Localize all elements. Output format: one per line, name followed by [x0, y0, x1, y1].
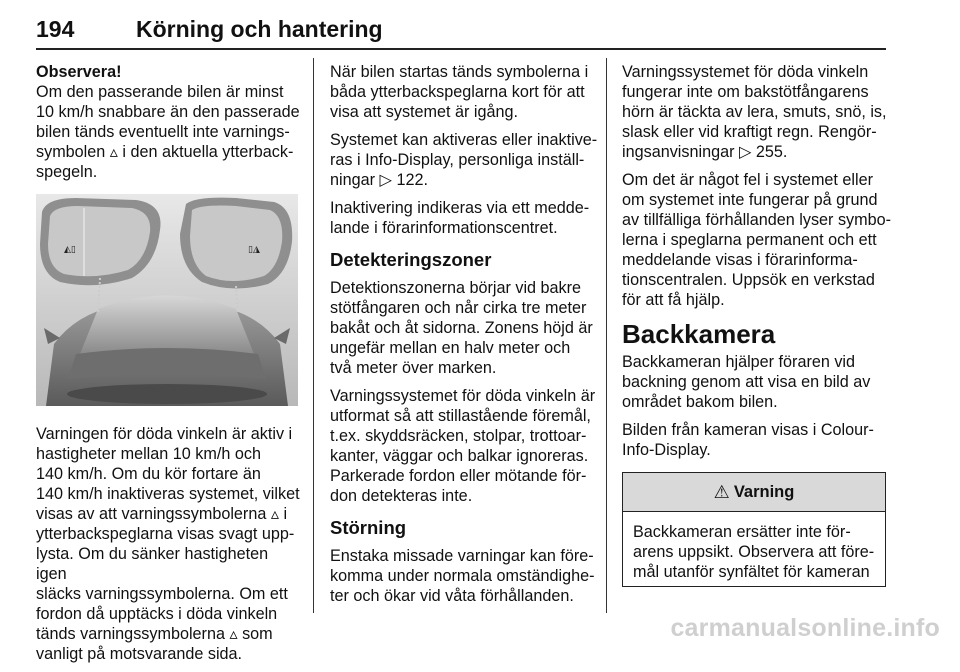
- heading-fault: Störning: [330, 517, 407, 538]
- heading-detection-zones: Detekteringszoner: [330, 249, 492, 270]
- car-mirror-blind-spot-illustration: [36, 194, 298, 406]
- watermark: carmanualsonline.info: [670, 614, 940, 642]
- chapter-title: Körning och hantering: [136, 16, 383, 42]
- paragraph-missed-warnings: Enstaka missade varningar kan före- komma under normala omständighe- ter och ökar vid våta förhållanden.: [330, 547, 595, 605]
- paragraph-speed-range: Varningen för döda vinkeln är aktiv i hastigheter mellan 10 km/h och 140 km/h. Om du kör fortare än 140 km/h inaktiveras systemet, vilket visas av att varningssymbolerna ▵ i ytterbackspeglarna visas svagt upp- lysta. Om du sänker hastigheten igen släcks varningssymbolerna. Om ett fordon då upptäcks i döda vinkeln tänds varningssymbolerna ▵ som vanligt på motsvarande sida.: [36, 425, 300, 663]
- column-2: [330, 62, 600, 614]
- paragraph-deactivation: Inaktivering indikeras via ett medde- lande i förarinformationscentret.: [330, 199, 590, 237]
- column-3: [622, 62, 892, 587]
- paragraph-camera-intro: Backkameran hjälper föraren vid backning genom att visa en bild av området bakom bilen.: [622, 353, 871, 411]
- figure-svg: [36, 194, 298, 406]
- warning-triangle-icon: ⚠: [713, 482, 730, 502]
- warning-header: [623, 473, 885, 512]
- paragraph-ignored-objects: Varningssystemet för döda vinkeln är utformat så att stillastående föremål, t.ex. skyddsräcken, stolpar, trottoar- kanter, väggar och balkar ignoreras. Parkerade fordon eller mötande för- don detekteras inte.: [330, 387, 596, 505]
- column-divider-2: [606, 58, 607, 613]
- column-divider-1: [313, 58, 314, 613]
- paragraph-activation: Systemet kan aktiveras eller inaktive- ras i Info-Display, personliga inställ- ningar ▷ 122.: [330, 131, 598, 189]
- svg-text:▯◮: ▯◮: [248, 245, 260, 255]
- paragraph-system-fault: Om det är något fel i systemet eller om systemet inte fungerar på grund av tillfälliga förhållanden lyser symbo- lerna i speglarna permanent och ett meddelande visas i förarinforma- tionscentralen. Uppsök en verkstad för att få hjälp.: [622, 171, 892, 309]
- heading-rear-camera: Backkamera: [622, 319, 776, 349]
- warning-box: [622, 472, 886, 587]
- column-1: [36, 62, 302, 672]
- paragraph-startup: När bilen startas tänds symbolerna i båda ytterbackspeglarna kort för att visa att systemet är igång.: [330, 63, 589, 121]
- warning-text: Backkameran ersätter inte för- arens uppsikt. Observera att före- mål utanför synfältet för kameran: [633, 523, 875, 581]
- svg-text:◭▯: ◭▯: [64, 245, 76, 255]
- page-header: [36, 10, 886, 50]
- note: [36, 62, 302, 182]
- paragraph-camera-display: Bilden från kameran visas i Colour- Info-Display.: [622, 421, 874, 459]
- warning-title: Varning: [733, 483, 795, 501]
- header-rule: [36, 48, 886, 50]
- paragraph-zones: Detektionszonerna börjar vid bakre stötfångaren och når cirka tre meter bakåt och åt sidorna. Zonens höjd är ungefär mellan en halv meter och två meter över marken.: [330, 279, 593, 377]
- paragraph-dirty-bumper: Varningssystemet för döda vinkeln fungerar inte om bakstötfångarens hörn är täckta av lera, smuts, snö, is, slask eller vid kraftigt regn. Rengör- ingsanvisningar ▷ 255.: [622, 63, 887, 161]
- note-title: Observera!: [36, 63, 122, 81]
- note-text: Om den passerande bilen är minst 10 km/h snabbare än den passerade bilen tänds eventuellt inte varnings- symbolen ▵ i den aktuella ytterback- spegeln.: [36, 83, 300, 181]
- page-number: 194: [36, 16, 75, 42]
